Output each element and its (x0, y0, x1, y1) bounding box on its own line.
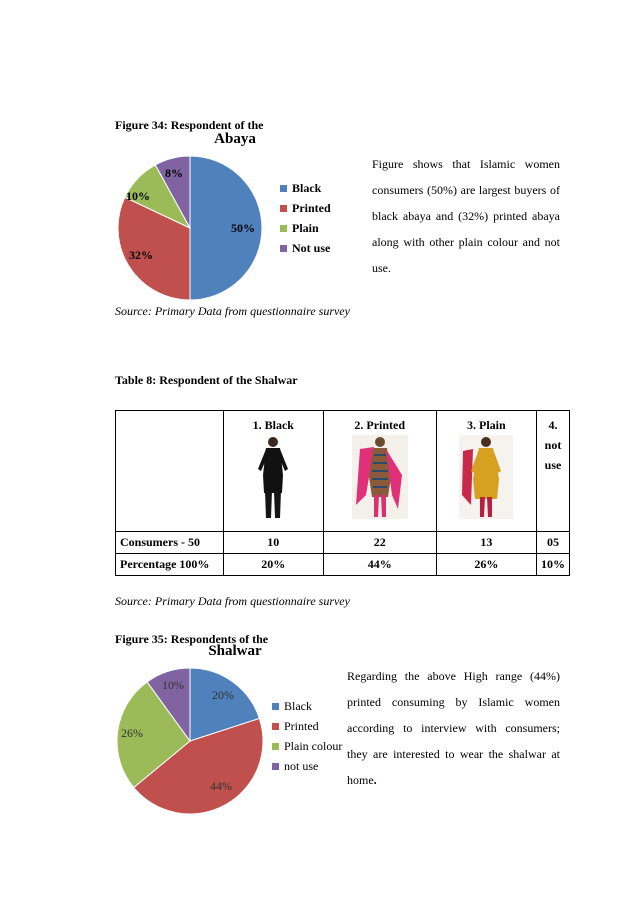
header-label: 4. not use (544, 418, 562, 472)
legend-entry (272, 719, 319, 734)
shalwar-table (115, 410, 570, 576)
table-8-source: Source: Primary Data from questionnaire survey (115, 594, 350, 608)
legend-swatch (272, 763, 279, 770)
legend-swatch (280, 225, 287, 232)
plain-shalwar-image (459, 435, 513, 519)
legend-label: Plain colour (284, 739, 343, 753)
table-cell: 10 (223, 532, 323, 554)
legend-label: Not use (292, 241, 331, 255)
legend-label: Printed (292, 201, 331, 215)
legend-entry (280, 221, 319, 236)
legend-swatch (272, 703, 279, 710)
header-cell-not-use (536, 411, 569, 532)
abaya-pie-chart (110, 150, 270, 302)
table-row (116, 532, 570, 554)
legend-label: not use (284, 759, 319, 773)
header-cell-printed (323, 411, 436, 532)
row-label: Percentage 100% (116, 554, 224, 576)
table-8-caption: Table 8: Respondent of the Shalwar (115, 373, 298, 387)
pie-data-label: 26% (121, 726, 143, 740)
black-shalwar-image (248, 435, 298, 519)
legend-swatch (272, 743, 279, 750)
legend-label: Plain (292, 221, 319, 235)
pie-data-label: 20% (212, 688, 234, 702)
table-cell: 44% (323, 554, 436, 576)
header-cell-plain (436, 411, 536, 532)
table-cell: 10% (536, 554, 569, 576)
figure-35-paragraph-end: . (373, 773, 377, 787)
table-cell: 20% (223, 554, 323, 576)
header-label: 1. Black (252, 418, 294, 432)
table-cell: 22 (323, 532, 436, 554)
row-label: Consumers - 50 (116, 532, 224, 554)
figure-34-caption: Figure 34: Respondent of the (115, 118, 264, 132)
pie-data-label: 50% (231, 221, 255, 235)
legend-swatch (280, 185, 287, 192)
printed-shalwar-image (352, 435, 408, 519)
legend-entry (280, 201, 331, 216)
figure-34-paragraph: Figure shows that Islamic women consumers (50%) are largest buyers of black abaya and (32%) printed abaya along with other plain colour and not use. (372, 157, 560, 275)
legend-swatch (280, 205, 287, 212)
legend-label: Black (284, 699, 312, 713)
legend-entry (280, 181, 321, 196)
legend-entry (280, 241, 330, 256)
shalwar-pie-chart (110, 662, 270, 820)
abaya-chart-title: Abaya (214, 131, 256, 147)
table-row (116, 554, 570, 576)
pie-data-label: 8% (165, 166, 183, 180)
table-cell: 05 (536, 532, 569, 554)
header-label: 3. Plain (466, 418, 506, 432)
legend-label: Black (292, 181, 322, 195)
pie-data-label: 32% (129, 248, 153, 262)
empty-header-cell (116, 411, 224, 532)
header-cell-black (223, 411, 323, 532)
table-cell: 13 (436, 532, 536, 554)
legend-entry (272, 759, 318, 774)
figure-35-caption: Figure 35: Respondents of the (115, 632, 269, 646)
legend-entry (272, 739, 342, 754)
header-label: 2. Printed (354, 418, 406, 432)
legend-swatch (272, 723, 279, 730)
figure-35-paragraph (347, 663, 560, 793)
shalwar-chart-title: Shalwar (208, 643, 262, 659)
legend-swatch (280, 245, 287, 252)
pie-data-label: 10% (126, 189, 150, 203)
figure-35-paragraph-text: Regarding the above High range (44%) printed consuming by Islamic women according to interview with consumers; they are interested to wear the shalwar at home (347, 669, 560, 787)
legend-label: Printed (284, 719, 319, 733)
pie-data-label: 10% (162, 678, 184, 692)
pie-data-label: 44% (210, 779, 232, 793)
table-cell: 26% (436, 554, 536, 576)
figure-34-source: Source: Primary Data from questionnaire survey (115, 304, 350, 318)
legend-entry (272, 699, 312, 714)
table-header-row (116, 411, 570, 532)
